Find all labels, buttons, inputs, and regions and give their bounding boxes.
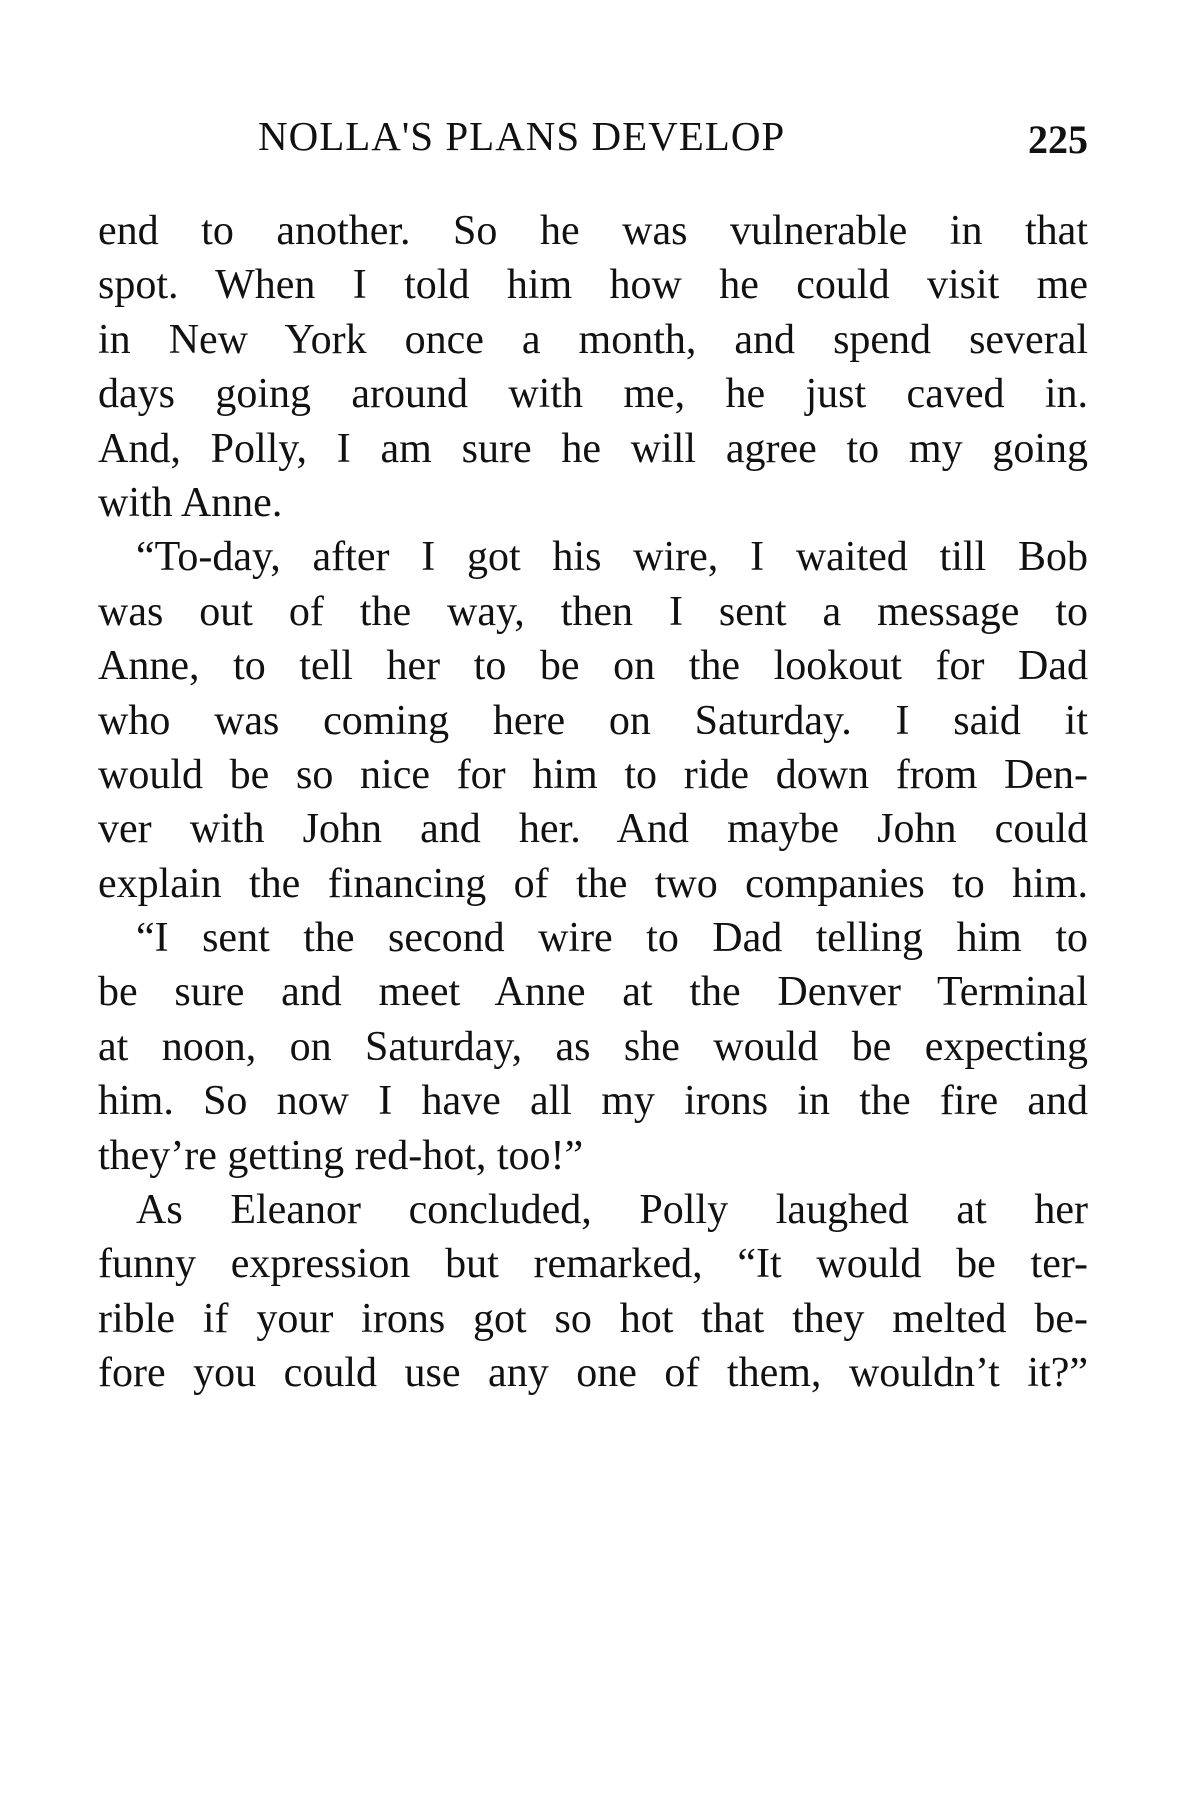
- text-line: be sure and meet Anne at the Denver Terminal: [98, 969, 1088, 1016]
- text-line: Anne, to tell her to be on the lookout for Dad: [98, 643, 1088, 690]
- text-line: “I sent the second wire to Dad telling him to: [136, 915, 1088, 962]
- text-line: fore you could use any one of them, wouldn’t it?”: [98, 1350, 1088, 1397]
- text-line: ver with John and her. And maybe John could: [98, 806, 1088, 853]
- text-line: with Anne.: [98, 479, 283, 526]
- text-line: was out of the way, then I sent a message to: [98, 588, 1088, 635]
- paragraph-1: [98, 204, 1088, 530]
- text-line: funny expression but remarked, “It would be ter-: [98, 1241, 1088, 1288]
- page-number: 225: [1028, 117, 1088, 162]
- running-head: [98, 112, 1088, 164]
- text-line: at noon, on Saturday, as she would be expecting: [98, 1023, 1088, 1070]
- text-line: days going around with me, he just caved in.: [98, 371, 1088, 418]
- text-line: they’re getting red-hot, too!”: [98, 1132, 584, 1179]
- text-line: him. So now I have all my irons in the fire and: [98, 1078, 1088, 1125]
- running-title: NOLLA'S PLANS DEVELOP: [258, 113, 786, 159]
- text-line: spot. When I told him how he could visit me: [98, 262, 1088, 309]
- text-line: explain the financing of the two companies to him.: [98, 860, 1088, 907]
- text-line: And, Polly, I am sure he will agree to my going: [98, 425, 1088, 472]
- body-text: [98, 204, 1088, 1401]
- text-line: would be so nice for him to ride down from Den-: [98, 751, 1088, 798]
- paragraph-2: [98, 530, 1088, 911]
- text-line: who was coming here on Saturday. I said it: [98, 697, 1088, 744]
- paragraph-3: [98, 911, 1088, 1183]
- paragraph-4: [98, 1183, 1088, 1401]
- text-line: As Eleanor concluded, Polly laughed at her: [136, 1187, 1088, 1234]
- text-line: end to another. So he was vulnerable in that: [98, 208, 1088, 254]
- text-line: “To-day, after I got his wire, I waited till Bob: [136, 534, 1088, 581]
- text-line: rible if your irons got so hot that they melted be-: [98, 1295, 1088, 1342]
- text-line: in New York once a month, and spend several: [98, 316, 1088, 363]
